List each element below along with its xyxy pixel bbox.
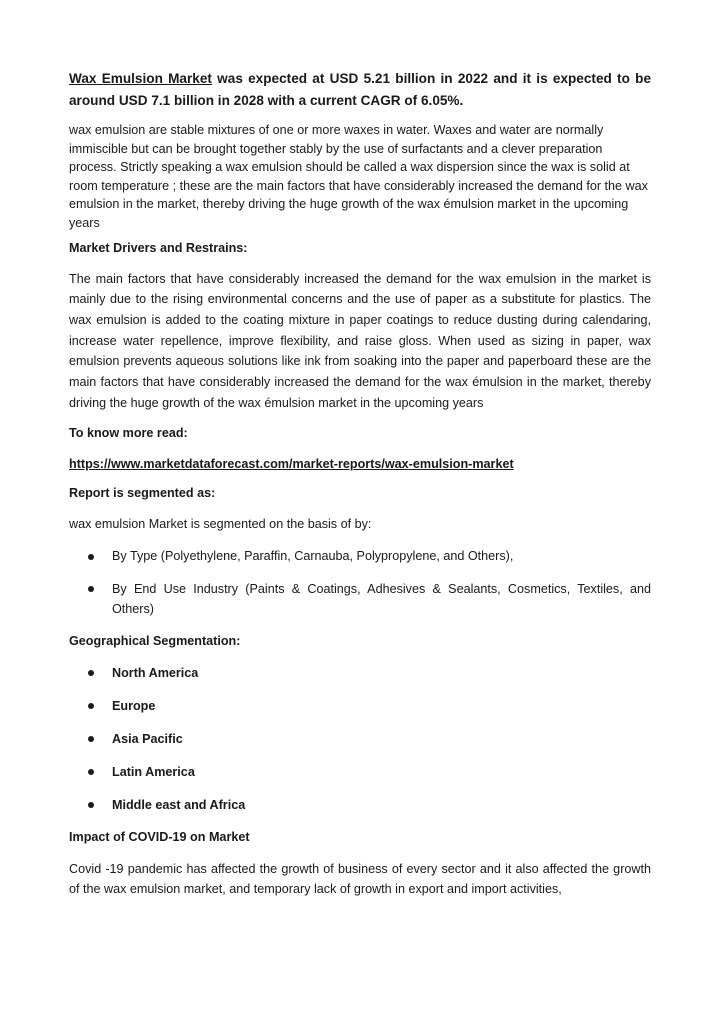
list-item-text: By Type (Polyethylene, Paraffin, Carnauba, Polypropylene, and Others), <box>112 549 514 564</box>
intro-text: was expected at USD 5.21 billion in 2022 and it is expected to be around USD 7.1 billion in 2028 with a current CAGR of 6.05%. <box>69 71 651 108</box>
bullet-icon <box>88 802 94 808</box>
region-name: Europe <box>112 698 156 713</box>
list-item <box>69 729 651 750</box>
list-item-text: By End Use Industry (Paints & Coatings, Adhesives & Sealants, Cosmetics, Textiles, and Others) <box>112 581 651 617</box>
drivers-paragraph: The main factors that have considerably increased the demand for the wax emulsion in the market is mainly due to the rising environmental concerns and the use of paper as a substitute for plastics. The wax emulsion is added to the coating mixture in paper coatings to reduce dusting during calendaring, increase water repellence, improve flexibility, and raise gloss. When used as sizing in paper, wax emulsion prevents aqueous solutions like ink from soaking into the paper and paperboard these are the main factors that have considerably increased the demand for the wax émulsion in the market, thereby driving the huge growth of the wax émulsion market in the upcoming years <box>69 271 651 410</box>
report-url-link[interactable]: https://www.marketdataforecast.com/market-reports/wax-emulsion-market <box>69 457 514 472</box>
bullet-icon <box>88 554 94 560</box>
covid-paragraph: Covid -19 pandemic has affected the growth of business of every sector and it also affected the growth of the wax emulsion market, and temporary lack of growth in export and import activities, <box>69 861 651 897</box>
region-name: Latin America <box>112 764 195 779</box>
bullet-icon <box>88 670 94 676</box>
region-name: North America <box>112 665 199 680</box>
list-item <box>69 762 651 783</box>
list-item <box>69 696 651 717</box>
covid-heading: Impact of COVID-19 on Market <box>69 829 250 844</box>
intro-paragraph <box>69 68 651 112</box>
segmentation-intro: wax emulsion Market is segmented on the basis of by: <box>69 517 372 532</box>
bullet-icon <box>88 586 94 592</box>
geography-heading: Geographical Segmentation: <box>69 633 241 648</box>
regions-list <box>69 663 651 816</box>
list-item <box>69 546 651 567</box>
drivers-heading: Market Drivers and Restrains: <box>69 240 248 255</box>
segmentation-list <box>69 546 651 620</box>
region-name: Middle east and Africa <box>112 797 246 812</box>
definition-paragraph: wax emulsion are stable mixtures of one or more waxes in water. Waxes and water are normally immiscible but can be brought together stably by the use of surfactants and a clever preparation process. Strictly speaking a wax emulsion should be called a wax dispersion since the wax is solid at room temperature ; these are the main factors that have considerably increased the demand for the wax emulsion in the market, thereby driving the huge growth of the wax émulsion market in the upcoming years <box>69 123 648 230</box>
read-more-heading: To know more read: <box>69 426 188 441</box>
document-page <box>69 68 651 900</box>
segmentation-heading: Report is segmented as: <box>69 486 216 501</box>
market-link[interactable]: Wax Emulsion Market <box>69 71 212 86</box>
bullet-icon <box>88 769 94 775</box>
list-item <box>69 579 651 620</box>
list-item <box>69 795 651 816</box>
bullet-icon <box>88 736 94 742</box>
region-name: Asia Pacific <box>112 731 183 746</box>
list-item <box>69 663 651 684</box>
bullet-icon <box>88 703 94 709</box>
